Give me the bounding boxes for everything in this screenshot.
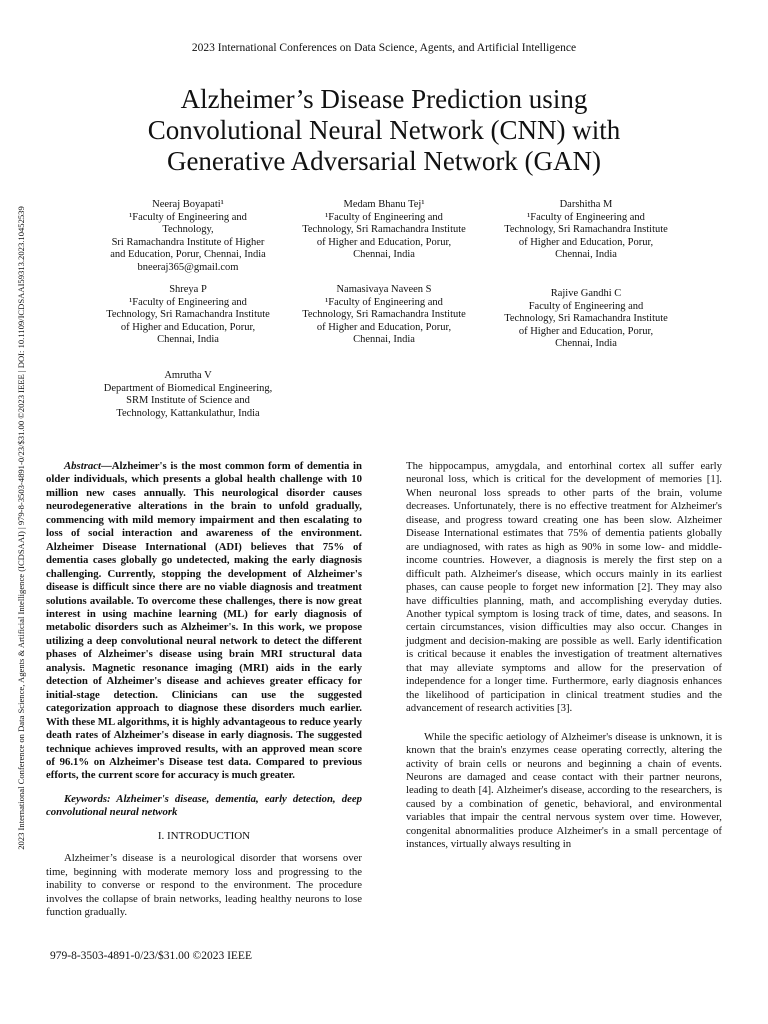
author-block	[284, 199, 484, 262]
author-block	[88, 370, 288, 420]
author-affiliation: ¹Faculty of Engineering and	[325, 211, 443, 223]
abstract	[46, 460, 362, 783]
author-affiliation: of Higher and Education, Porur,	[316, 321, 452, 333]
author-affiliation: of Higher and Education, Porur,	[518, 325, 654, 337]
abstract-label: Abstract	[64, 460, 102, 472]
author-affiliation: Technology, Sri Ramachandra Institute	[106, 309, 270, 321]
author-affiliation: of Higher and Education, Porur,	[120, 321, 256, 333]
author-affiliation: Chennai, India	[157, 334, 219, 346]
author-affiliation: Technology,	[162, 224, 214, 236]
author-affiliation: ¹Faculty of Engineering and	[325, 296, 443, 308]
author-affiliation: and Education, Porur, Chennai, India	[110, 249, 266, 261]
author-block	[88, 284, 288, 347]
body-paragraph: The hippocampus, amygdala, and entorhinal cortex all suffer early neuronal loss, which is critical for the development of memories [1]. When neuronal loss spreads to other parts of the brain, volume decreases. Unfortunately, there is no effective treatment for Alzheimer's disease, and progress toward creating one has been slow. Alzheimer Disease International estimates that 75% of dementia patients globally are undiagnosed, with rates as high as 90% in some low- and middle-income countries. However, a diagnosis is merely the first step on a difficult path. Alzheimer's disease, which occurs mainly in its earliest phases, can cause people to forget new information [2]. They may also have difficulties planning, math, and accomplishing everyday duties. Another typical symptom is losing track of time, dates, and seasons. In certain circumstances, vision difficulties may also occur. Changes in judgment and decision-making are possible as well. Early identification is critical because it enables the investigation of treatment alternatives that may alleviate symptoms and allow for the preservation of independence for a longer time. Furthermore, early diagnosis enhances the likelihood of participation in clinical treatment studies and the advancement of research activities [3].	[406, 460, 722, 715]
section-heading: I. INTRODUCTION	[157, 829, 251, 842]
author-affiliation: Technology, Sri Ramachandra Institute	[302, 224, 466, 236]
left-column	[46, 460, 362, 920]
abstract-text: —Alzheimer's is the most common form of dementia in older individuals, which presents a global health challenge with 10 million new cases annually. This neurological disorder causes neurodegenerative alterations in the brain to unfold gradually, commencing with mild memory impairment and then escalating to loss of social interaction and awareness of the environment. Alzheimer Disease International (ADI) believes that 75% of dementia cases globally go undetected, making the early diagnosis challenging. Currently, stopping the development of Alzheimer's disease is difficult since there are no viable diagnosis and treatment solutions available. To overcome these challenges, there is now great interest in using machine learning (ML) for early diagnosis of metabolic disorders such as Alzheimer's. In this work, we propose utilizing a deep convolutional neural network to detect the different phases of Alzheimer's disease using brain MRI structural data analysis. Magnetic resonance imaging (MRI) aids in the early detection of Alzheimer's disease and achieves greater efficacy for initial-stage detection. Clinicians can use the suggested categorization approach to diagnose these disorders much earlier. With these ML algorithms, it is highly advantageous to reduce yearly death rates of Alzheimer's disease in early diagnosis. The suggested technique achieves improved results, with an approved mean score of 96.1% on Alzheimer's Disease test data. Compared to previous efforts, the current score for accuracy is much greater.	[46, 460, 362, 782]
author-email: bneeraj365@gmail.com	[137, 261, 239, 273]
author-affiliation: Technology, Kattankulathur, India	[116, 407, 260, 419]
author-block	[88, 199, 288, 275]
title-line: Generative Adversarial Network (GAN)	[166, 146, 602, 176]
body-paragraph: While the specific aetiology of Alzheimer's disease is unknown, it is known that the brain's enzymes cease operating correctly, altering the activity of brain cells or neurons and beginning a chain of events. Neurons are damaged and cease contact with their partner neurons, leading to death [4]. Alzheimer's disease, according to the researchers, is caused by a combination of genetic, behavioral, and environmental variables that impair the central nervous system over time. However, congenital abnormalities produce Alzheimer's in a small percentage of instances, virtually always resulting in	[406, 730, 722, 851]
author-name: Neeraj Boyapati¹	[152, 199, 224, 210]
author-affiliation: Chennai, India	[353, 334, 415, 346]
author-affiliation: ¹Faculty of Engineering and	[129, 296, 247, 308]
side-doi-text: 2023 International Conference on Data Science, Agents & Artificial Intelligence (ICDSAAI) | 979-8-3503-4891-0/23/$31.00 ©2023 IEEE | DOI: 10.1109/ICDSAAI59313.2023.10452539	[16, 206, 26, 850]
page-footer: 979-8-3503-4891-0/23/$31.00 ©2023 IEEE	[50, 950, 252, 962]
author-name: Darshitha M	[559, 199, 613, 210]
author-affiliation: Chennai, India	[555, 249, 617, 261]
author-name: Shreya P	[169, 284, 207, 295]
title-line: Alzheimer’s Disease Prediction using	[180, 84, 588, 114]
paper-title	[60, 84, 708, 177]
author-name: Medam Bhanu Tej¹	[343, 199, 425, 210]
author-affiliation: Faculty of Engineering and	[528, 300, 644, 312]
author-block	[284, 284, 484, 347]
author-affiliation: Department of Biomedical Engineering,	[103, 382, 273, 394]
intro-paragraph: Alzheimer’s disease is a neurological disorder that worsens over time, beginning with moderate memory loss and progressing to the inability to converse or respond to the environment. The procedure involves the collapse of brain networks, leading healthy neurons to lose function gradually.	[46, 852, 362, 919]
author-affiliation: ¹Faculty of Engineering and	[129, 211, 247, 223]
author-affiliation: Technology, Sri Ramachandra Institute	[504, 313, 668, 325]
author-affiliation: Chennai, India	[353, 249, 415, 261]
title-line: Convolutional Neural Network (CNN) with	[147, 115, 621, 145]
author-affiliation: of Higher and Education, Porur,	[316, 236, 452, 248]
author-affiliation: Sri Ramachandra Institute of Higher	[111, 236, 265, 248]
keywords: Keywords: Alzheimer's disease, dementia, early detection, deep convolutional neural network	[46, 792, 362, 819]
author-affiliation: Chennai, India	[555, 338, 617, 350]
author-name: Amrutha V	[164, 370, 212, 381]
author-affiliation: Technology, Sri Ramachandra Institute	[302, 309, 466, 321]
author-affiliation: ¹Faculty of Engineering and	[527, 211, 645, 223]
right-column	[406, 460, 722, 852]
author-affiliation: Technology, Sri Ramachandra Institute	[504, 224, 668, 236]
author-name: Namasivaya Naveen S	[336, 284, 432, 295]
author-affiliation: of Higher and Education, Porur,	[518, 236, 654, 248]
conference-header: 2023 International Conferences on Data Science, Agents, and Artificial Intelligence	[191, 42, 577, 54]
author-affiliation: SRM Institute of Science and	[126, 395, 250, 407]
author-block	[486, 199, 686, 262]
author-name: Rajive Gandhi C	[550, 288, 622, 299]
author-block	[486, 288, 686, 351]
